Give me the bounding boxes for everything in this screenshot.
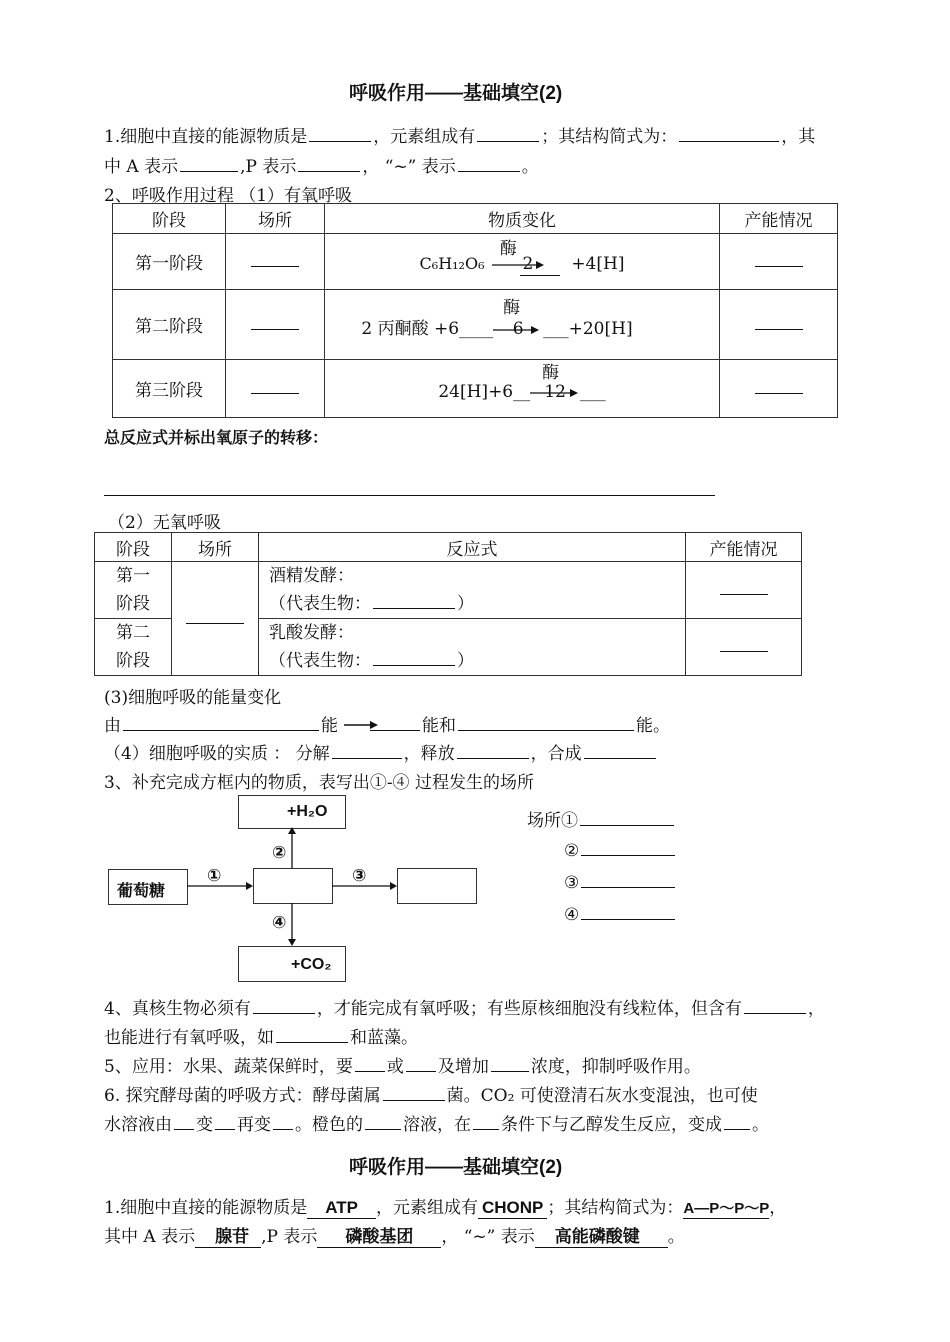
marker-2: ② [272, 843, 287, 862]
answer-text: ；其结构简式为： [547, 1198, 684, 1218]
marker-4: ④ [272, 913, 287, 932]
q1-text: ,P 表示 [240, 157, 297, 177]
total-reaction-prompt: 总反应式并标出氧原子的转移： [104, 430, 329, 447]
product: ___ [580, 381, 606, 402]
q1-text: ，其 [781, 127, 816, 147]
q4-text: ， [807, 999, 825, 1019]
q6-blank[interactable] [215, 1112, 235, 1130]
q6-text: 。橙色的 [295, 1115, 363, 1135]
product-coef: 2 [522, 253, 534, 274]
table-header: 场所 [172, 533, 259, 562]
product-coef: 6 [512, 319, 524, 339]
paren: ） [457, 594, 474, 614]
q4-text: 也能进行有氧呼吸，如 [104, 1028, 274, 1048]
q6-text: 水溶液由 [104, 1115, 172, 1135]
q6-blank[interactable] [383, 1083, 445, 1101]
energy-text: 能和 [422, 716, 456, 736]
essence-text: （4）细胞呼吸的实质 ： 分解 [104, 744, 330, 764]
stage-text: 阶段 [116, 651, 150, 671]
site-marker: ④ [564, 905, 580, 925]
essence-blank[interactable] [584, 741, 656, 759]
q1-text: ，元素组成有 [373, 127, 476, 147]
essence-text: ，释放 [403, 744, 455, 764]
q6-text: 变 [196, 1115, 213, 1135]
reactant: 2 丙酮酸 +6____ [361, 319, 494, 339]
table-header: 阶段 [113, 204, 226, 234]
essence-text: ，合成 [530, 744, 582, 764]
organism-label: （代表生物： [269, 594, 371, 614]
table-header: 产能情况 [720, 204, 838, 234]
bottom-box-label: +CO₂ [291, 956, 332, 973]
table-header: 阶段 [95, 533, 172, 562]
answer-text: ， [769, 1198, 787, 1218]
arrow-icon [530, 388, 580, 398]
answer-atp: ATP [307, 1198, 376, 1219]
q4-text: 4、真核生物必须有 [104, 999, 251, 1019]
site-marker: ③ [564, 873, 580, 893]
site-blank[interactable] [581, 838, 675, 856]
q5-blank[interactable] [406, 1054, 436, 1072]
answer-formula: A—P～P～P [683, 1197, 769, 1219]
q6-text: 6. 探究酵母菌的呼吸方式：酵母菌属 [104, 1086, 381, 1106]
q4-blank[interactable] [253, 996, 315, 1014]
q5-text: 浓度，抑制呼吸作用。 [530, 1057, 701, 1077]
q4-line2 [104, 1023, 418, 1048]
table-header: 产能情况 [686, 533, 802, 562]
product-coef: 12 [544, 381, 566, 402]
q1-text: 。 [521, 157, 539, 177]
answer-text: ,P 表示 [261, 1227, 318, 1247]
q6-blank[interactable] [724, 1112, 750, 1130]
enzyme-label: 酶 [503, 298, 521, 318]
answer-text: 1.细胞中直接的能源物质是 [104, 1198, 308, 1218]
site-blank[interactable] [580, 808, 674, 826]
answer-text: 。 [667, 1227, 685, 1247]
q1-text: ；其结构简式为： [541, 127, 678, 147]
table-header: 物质变化 [325, 204, 720, 234]
enzyme-label: 酶 [499, 238, 517, 259]
stage-cell: 第三阶段 [113, 360, 226, 418]
lactic-fermentation-label: 乳酸发酵： [269, 623, 354, 643]
energy-blank-cell[interactable] [720, 360, 838, 418]
q5-blank[interactable] [355, 1054, 385, 1072]
q1-text: ， “~” 表示 [362, 157, 456, 177]
q6-blank[interactable] [273, 1112, 293, 1130]
stage-text: 第二 [116, 623, 150, 643]
q6-blank[interactable] [473, 1112, 499, 1130]
answer-p: 磷酸基团 [317, 1222, 441, 1248]
site-line-3 [564, 870, 677, 893]
site-marker: ① [561, 811, 578, 831]
table-header: 反应式 [259, 533, 686, 562]
table-header: 场所 [226, 204, 325, 234]
answer-title: 呼吸作用——基础填空(2) [349, 1157, 563, 1178]
q5-text: 及增加 [437, 1057, 489, 1077]
energy-heading: (3)细胞呼吸的能量变化 [104, 688, 282, 708]
q6-line2 [104, 1110, 769, 1135]
q4-text: ，才能完成有氧呼吸；有些原核细胞没有线粒体，但含有 [316, 999, 742, 1019]
energy-blank-cell[interactable] [686, 619, 802, 676]
energy-text: 能 [321, 716, 338, 736]
site-blank[interactable] [581, 902, 675, 920]
reactant: 24[H]+6__ [438, 381, 531, 402]
q3-heading: 3、补充完成方框内的物质，表写出①-④ 过程发生的场所 [104, 773, 534, 793]
energy-blank-cell[interactable] [720, 290, 838, 360]
product: ___+20[H] [543, 319, 633, 339]
energy-blank-cell[interactable] [720, 234, 838, 290]
q5-text: 5、应用：水果、蔬菜保鲜时，要 [104, 1057, 353, 1077]
q5-line [104, 1052, 701, 1077]
site-marker: ② [564, 841, 580, 861]
answer-text: ， “~” 表示 [441, 1227, 535, 1247]
q6-text: 条件下与乙醇发生反应，变成 [501, 1115, 722, 1135]
q1-blank-formula[interactable] [679, 124, 779, 142]
q4-line1 [104, 994, 825, 1019]
diagram-arrows [0, 0, 520, 1000]
q4-blank[interactable] [276, 1025, 348, 1043]
q1-text: 1.细胞中直接的能源物质是 [104, 127, 308, 147]
answer-tilde: 高能磷酸键 [535, 1222, 668, 1248]
q4-text: 和蓝藻。 [350, 1028, 418, 1048]
site-line-4 [564, 902, 677, 925]
answer-text: ，元素组成有 [375, 1198, 478, 1218]
q5-text: 或 [386, 1057, 404, 1077]
q1-text: 中 A 表示 [104, 157, 179, 177]
paren: ） [457, 651, 474, 671]
top-box-label: +H₂O [287, 803, 328, 820]
stage-text: 第一 [116, 566, 150, 586]
q2-heading: 2、呼吸作用过程 （1）有氧呼吸 [104, 186, 353, 206]
answer-line1 [104, 1193, 786, 1219]
q4-blank[interactable] [744, 996, 806, 1014]
answer-a: 腺苷 [195, 1222, 261, 1248]
q6-blank[interactable] [365, 1112, 401, 1130]
marker-1: ① [207, 866, 222, 885]
product: +4[H] [571, 253, 625, 274]
site-line-1 [527, 806, 676, 831]
marker-3: ③ [352, 866, 367, 885]
alcohol-fermentation-label: 酒精发酵： [269, 566, 354, 586]
q6-text: 。 [752, 1115, 769, 1135]
site-line-2 [564, 838, 677, 861]
q6-text: 再变 [237, 1115, 271, 1135]
stage-cell: 第一阶段 [113, 234, 226, 290]
answer-chonp: CHONP [478, 1198, 547, 1219]
organism-label: （代表生物： [269, 651, 371, 671]
energy-text: 能。 [636, 716, 670, 736]
energy-text: 由 [104, 716, 121, 736]
reactant: C₆H₁₂O₆ [419, 253, 485, 273]
anaerobic-heading: （2）无氧呼吸 [108, 513, 221, 533]
q6-text: 溶液，在 [403, 1115, 471, 1135]
q6-line1 [104, 1081, 758, 1106]
answer-text: 其中 A 表示 [104, 1227, 196, 1247]
answer-line2 [104, 1222, 685, 1248]
q6-text: 菌。CO₂ 可使澄清石灰水变混浊，也可使 [446, 1086, 758, 1106]
enzyme-label: 酶 [542, 362, 560, 383]
energy-blank-cell[interactable] [686, 562, 802, 619]
stage-cell: 第二阶段 [113, 290, 226, 360]
glucose-label: 葡萄糖 [117, 883, 166, 900]
page-title: 呼吸作用——基础填空(2) [349, 83, 563, 104]
site-blank[interactable] [581, 870, 675, 888]
sites-label: 场所 [527, 811, 561, 831]
q5-blank[interactable] [491, 1054, 529, 1072]
stage-text: 阶段 [116, 594, 150, 614]
q6-blank[interactable] [174, 1112, 194, 1130]
